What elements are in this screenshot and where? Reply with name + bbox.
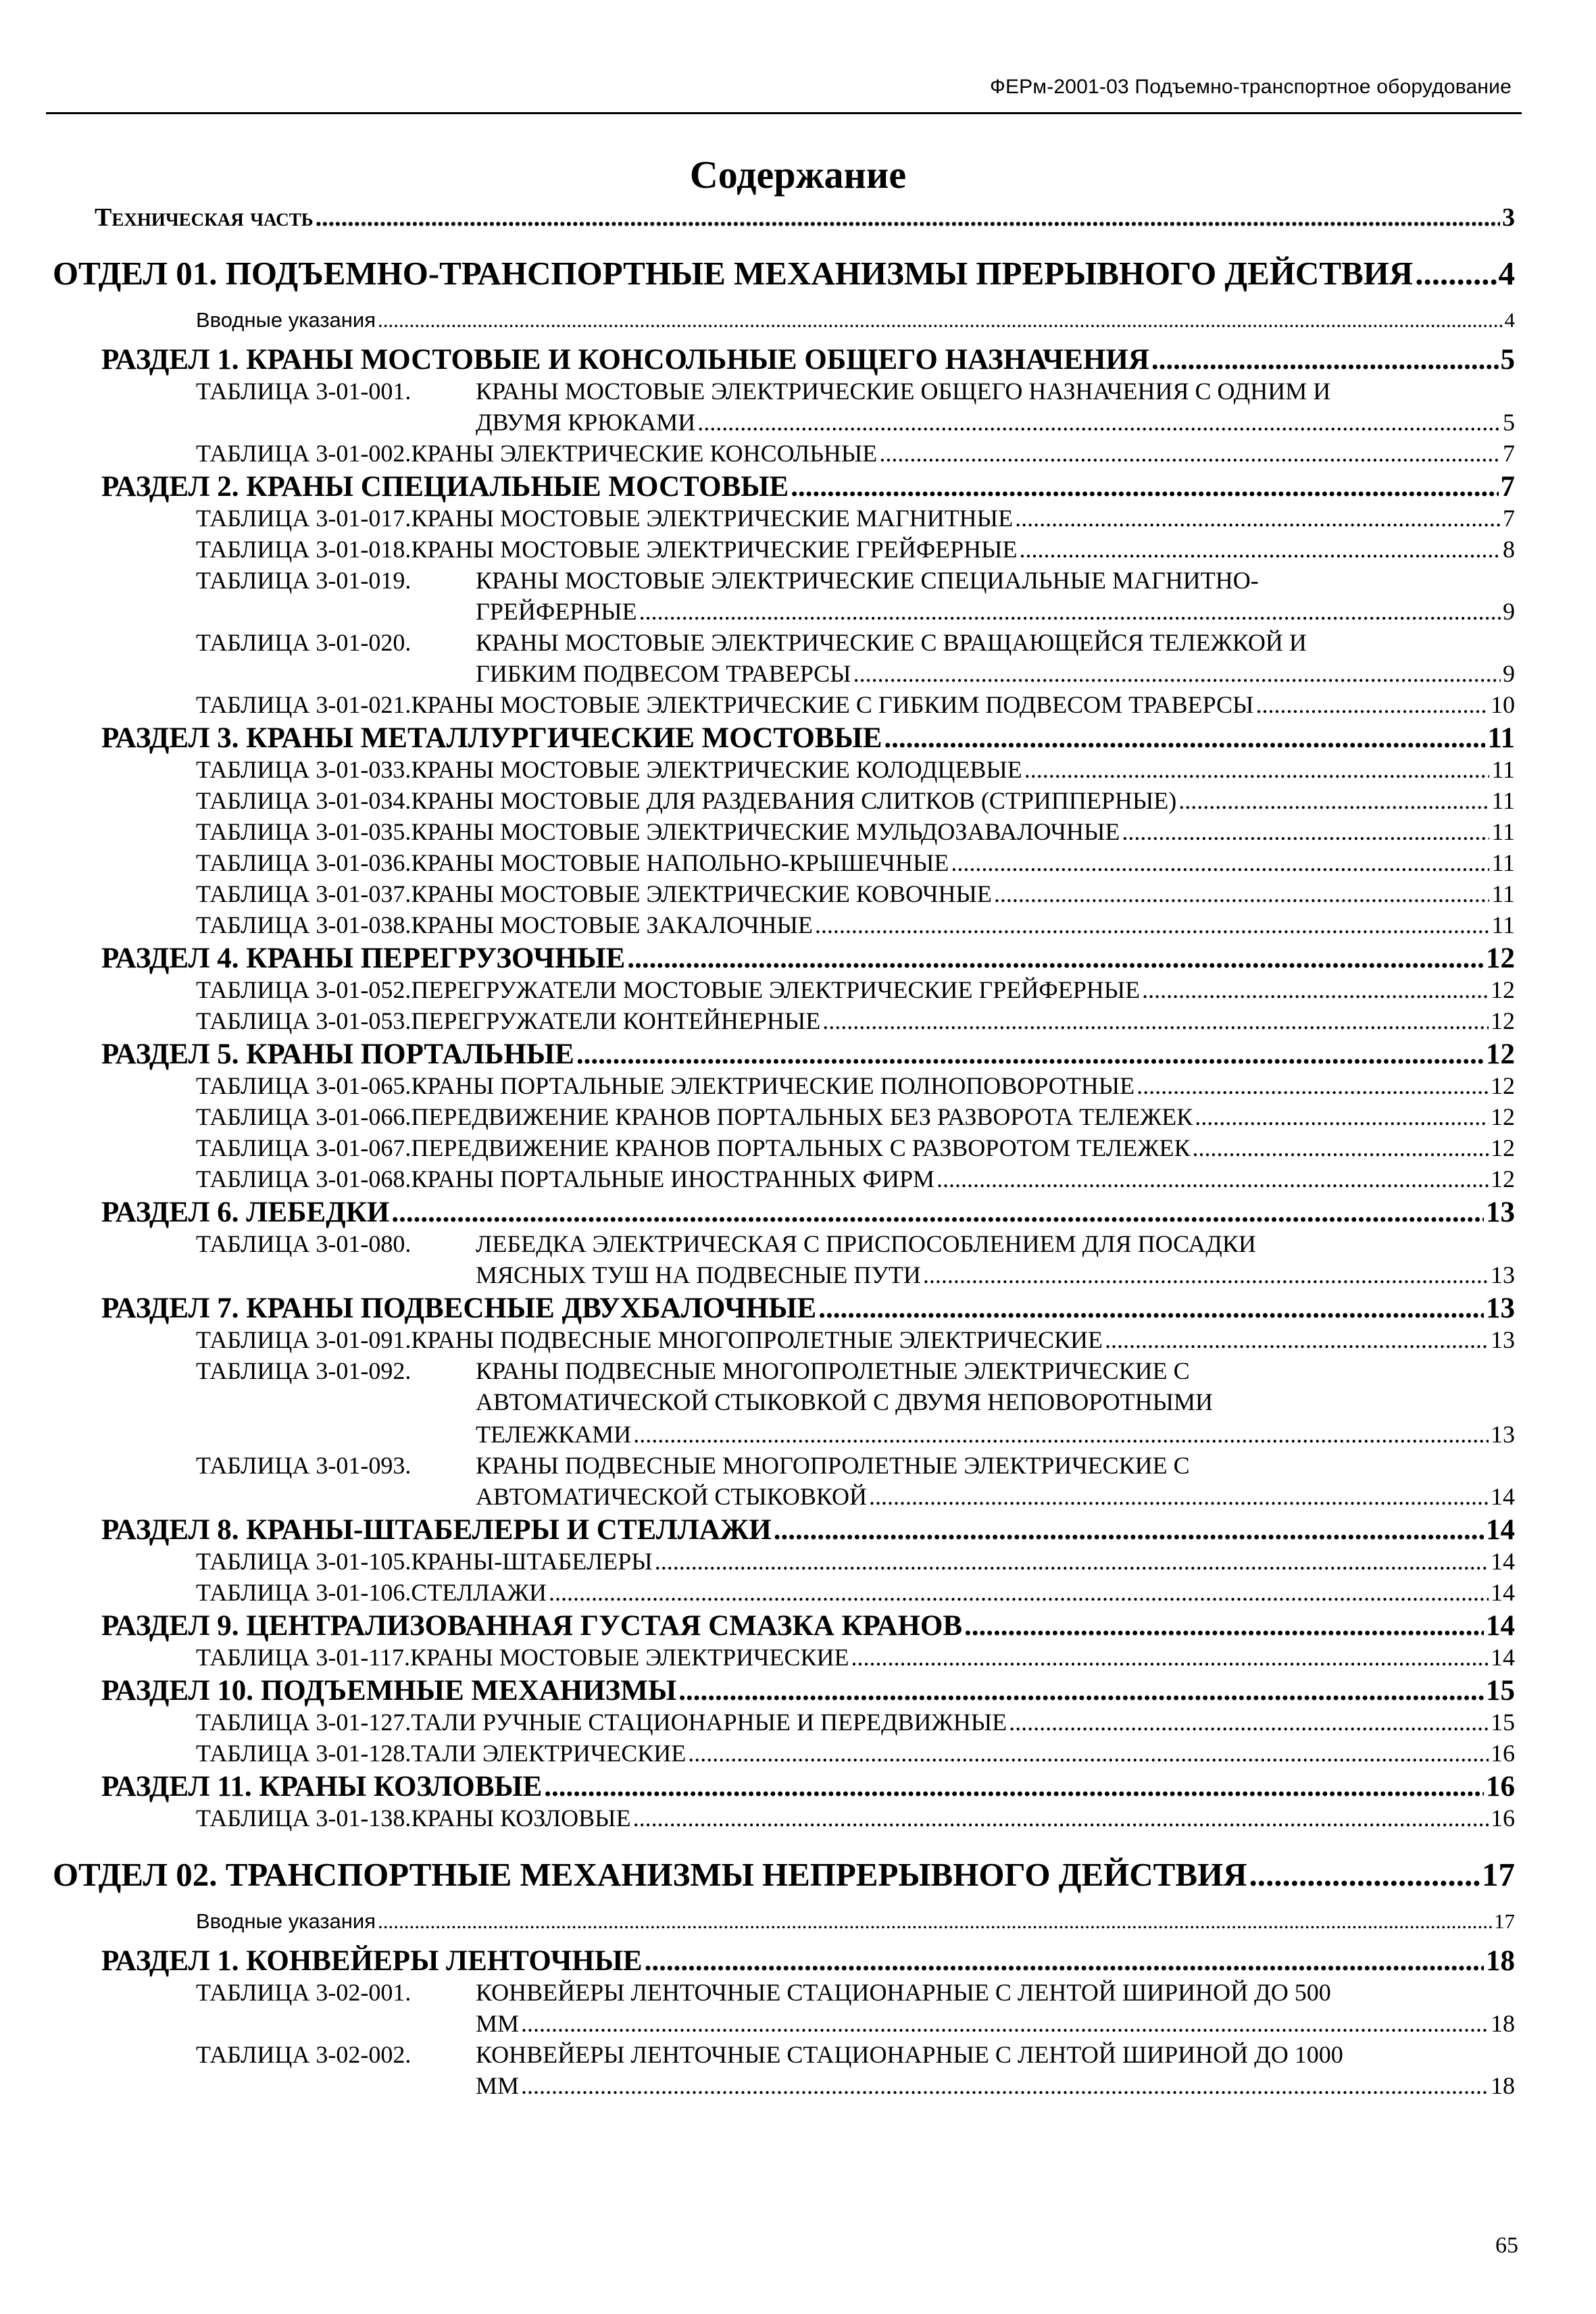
toc-intro-text: Вводные указания [196,1909,376,1933]
toc-section-page: 14 [1486,1610,1515,1642]
table-page: 7 [1503,440,1515,467]
table-title: КРАНЫ МОСТОВЫЕ ЭЛЕКТРИЧЕСКИЕ С ГИБКИМ ПОДВЕСОМ ТРАВЕРСЫ [411,691,1254,718]
table-line-last [476,597,1515,628]
table-page: 12 [1491,1134,1515,1161]
toc-table-entry[interactable] [196,849,1515,880]
table-title-continued: АВТОМАТИЧЕСКОЙ СТЫКОВКОЙ [476,1483,868,1510]
dot-leader [1024,755,1490,784]
table-page: 14 [1491,1579,1515,1606]
toc-section-page: 15 [1486,1675,1515,1707]
table-page: 14 [1491,1644,1515,1671]
toc-table-entry[interactable] [196,1578,1515,1609]
toc-section-text: РАЗДЕЛ 3. КРАНЫ МЕТАЛЛУРГИЧЕСКИЕ МОСТОВЫЕ [101,722,882,754]
table-code: ТАБЛИЦА 3-01-117. [196,1644,411,1671]
dot-leader [633,1420,1489,1449]
table-title: СТЕЛЛАЖИ [411,1579,547,1606]
table-line [196,2040,1515,2071]
toc-table-entry[interactable] [196,1072,1515,1103]
table-of-contents [47,203,1515,2103]
table-page: 10 [1491,691,1515,718]
toc-section-text: РАЗДЕЛ 6. ЛЕБЕДКИ [101,1197,390,1228]
toc-table-entry[interactable] [196,1007,1515,1038]
table-code: ТАБЛИЦА 3-01-091. [196,1326,412,1353]
table-code: ТАБЛИЦА 3-01-038. [196,911,412,938]
table-page: 7 [1503,505,1515,532]
dot-leader [1249,1855,1480,1894]
toc-section-text: РАЗДЕЛ 4. КРАНЫ ПЕРЕГРУЗОЧНЫЕ [101,942,626,974]
table-line-last [476,2009,1515,2040]
toc-table-entry[interactable] [196,690,1515,722]
table-title: КРАНЫ МОСТОВЫЕ ЭЛЕКТРИЧЕСКИЕ С ВРАЩАЮЩЕЙСЯ ТЕЛЕЖКОЙ И [476,629,1307,656]
table-line-last [476,2071,1515,2103]
toc-table-entry[interactable] [196,439,1515,470]
table-code: ТАБЛИЦА 3-01-002. [196,440,412,467]
table-page: 11 [1491,787,1515,814]
toc-table-entry[interactable] [196,1165,1515,1196]
table-title: КРАНЫ ПОРТАЛЬНЫЕ ЭЛЕКТРИЧЕСКИЕ ПОЛНОПОВОРОТНЫЕ [411,1072,1135,1099]
dot-leader [678,1674,1484,1707]
table-code: ТАБЛИЦА 3-01-138. [196,1805,412,1832]
toc-section-page: 7 [1500,471,1515,503]
toc-section[interactable] [101,1609,1515,1643]
toc-intro[interactable] [196,308,1515,343]
table-line [196,628,1515,659]
table-page: 11 [1491,911,1515,938]
toc-section-text: РАЗДЕЛ 2. КРАНЫ СПЕЦИАЛЬНЫЕ МОСТОВЫЕ [101,471,789,503]
dot-leader [1105,1326,1489,1354]
dot-leader [1009,1708,1489,1736]
toc-table-entry[interactable] [196,1134,1515,1165]
toc-table-entry[interactable] [196,818,1515,849]
dot-leader [879,439,1501,468]
toc-table-entry[interactable] [196,911,1515,942]
table-code: ТАБЛИЦА 3-01-052. [196,976,412,1003]
table-line-last [476,1420,1515,1451]
table-line-last [476,659,1515,690]
table-title: КРАНЫ КОЗЛОВЫЕ [411,1805,631,1832]
table-line-last [476,1482,1515,1513]
toc-title: Содержание [689,153,907,197]
table-title-continued: ТЕЛЕЖКАМИ [476,1421,632,1448]
dot-leader [645,1944,1484,1978]
table-code: ТАБЛИЦА 3-01-018. [196,536,412,563]
dot-leader [1142,976,1489,1004]
table-title-continued: ГИБКИМ ПОДВЕСОМ ТРАВЕРСЫ [476,660,851,687]
toc-section[interactable] [101,470,1515,504]
table-title: ПЕРЕГРУЖАТЕЛИ КОНТЕЙНЕРНЫЕ [411,1007,821,1034]
table-page: 12 [1491,976,1515,1003]
dot-leader [994,880,1489,908]
table-title-continued: АВТОМАТИЧЕСКОЙ СТЫКОВКОЙ С ДВУМЯ НЕПОВОРОТНЫМИ [476,1388,1214,1415]
table-title: КРАНЫ ПОДВЕСНЫЕ МНОГОПРОЛЕТНЫЕ ЭЛЕКТРИЧЕСКИЕ С [476,1357,1190,1384]
dot-leader [822,1007,1489,1035]
table-code: ТАБЛИЦА 3-01-036. [196,849,412,876]
table-title: КРАНЫ МОСТОВЫЕ ЭЛЕКТРИЧЕСКИЕ МУЛЬДОЗАВАЛОЧНЫЕ [411,818,1120,845]
toc-section-text: РАЗДЕЛ 8. КРАНЫ-ШТАБЕЛЕРЫ И СТЕЛЛАЖИ [101,1514,772,1546]
dot-leader [964,1609,1484,1642]
toc-department-text: ОТДЕЛ 01. ПОДЪЕМНО-ТРАНСПОРТНЫЕ МЕХАНИЗМЫ ПРЕРЫВНОГО ДЕЙСТВИЯ [53,255,1414,292]
table-page: 9 [1503,660,1515,687]
toc-section-text: РАЗДЕЛ 11. КРАНЫ КОЗЛОВЫЕ [101,1771,543,1803]
dot-leader [521,2009,1489,2038]
table-title-continued: МЯСНЫХ ТУШ НА ПОДВЕСНЫЕ ПУТИ [476,1261,921,1288]
dot-leader [815,911,1489,939]
table-page: 13 [1491,1326,1515,1353]
table-code: ТАБЛИЦА 3-01-106. [196,1579,412,1606]
toc-intro-page: 4 [1504,308,1515,332]
dot-leader [774,1513,1484,1546]
table-title: КРАНЫ МОСТОВЫЕ ЭЛЕКТРИЧЕСКИЕ [410,1644,849,1671]
table-page: 15 [1491,1709,1515,1736]
dot-leader [378,308,1502,332]
toc-table-entry[interactable] [196,1739,1515,1770]
dot-leader [923,1261,1489,1289]
dot-leader [1255,690,1489,719]
table-title: КРАНЫ ПОДВЕСНЫЕ МНОГОПРОЛЕТНЫЕ ЭЛЕКТРИЧЕСКИЕ [411,1326,1103,1353]
table-line [196,1978,1515,2009]
table-title: КРАНЫ МОСТОВЫЕ ЭЛЕКТРИЧЕСКИЕ ОБЩЕГО НАЗНАЧЕНИЯ С ОДНИМ И [476,378,1331,405]
table-code: ТАБЛИЦА 3-01-067. [196,1134,412,1161]
table-title: КРАНЫ МОСТОВЫЕ ЭЛЕКТРИЧЕСКИЕ КОВОЧНЫЕ [411,880,992,907]
table-title: ТАЛИ РУЧНЫЕ СТАЦИОНАРНЫЕ И ПЕРЕДВИЖНЫЕ [411,1709,1007,1736]
dot-leader [627,942,1484,975]
table-title: КРАНЫ ЭЛЕКТРИЧЕСКИЕ КОНСОЛЬНЫЕ [411,440,878,467]
toc-table-entry[interactable] [196,1978,1515,2040]
table-code: ТАБЛИЦА 3-01-068. [196,1165,412,1192]
toc-table-entry[interactable] [196,1643,1515,1674]
table-page: 13 [1491,1261,1515,1288]
toc-table-entry[interactable] [196,1357,1515,1451]
table-page: 11 [1491,818,1515,845]
toc-section-page: 12 [1486,1038,1515,1070]
dot-leader [818,1292,1484,1325]
dot-leader [655,1547,1489,1576]
table-code: ТАБЛИЦА 3-01-065. [196,1072,412,1099]
table-code: ТАБЛИЦА 3-01-001. [196,378,412,405]
toc-technical-part-text: Техническая часть [95,203,314,232]
toc-section-page: 12 [1486,942,1515,974]
running-header: ФЕРм-2001-03 Подъемно-транспортное оборудование [989,76,1512,98]
table-page: 5 [1503,409,1515,436]
toc-table-entry[interactable] [196,1326,1515,1357]
table-title: ТАЛИ ЭЛЕКТРИЧЕСКИЕ [411,1740,687,1767]
dot-leader [1122,818,1489,846]
table-code: ТАБЛИЦА 3-01-020. [196,629,412,656]
toc-table-entry[interactable] [196,755,1515,786]
table-title: КРАНЫ МОСТОВЫЕ ЗАКАЛОЧНЫЕ [411,911,813,938]
toc-section-page: 18 [1486,1945,1515,1977]
toc-table-entry[interactable] [196,377,1515,439]
dot-leader [869,1482,1489,1511]
table-title: КРАНЫ ПОРТАЛЬНЫЕ ИНОСТРАННЫХ ФИРМ [411,1165,935,1192]
toc-section[interactable] [101,1038,1515,1072]
dot-leader [937,1165,1489,1193]
table-line [196,1357,1515,1388]
table-title: ПЕРЕДВИЖЕНИЕ КРАНОВ ПОРТАЛЬНЫХ С РАЗВОРОТОМ ТЕЛЕЖЕК [411,1134,1191,1161]
table-code: ТАБЛИЦА 3-01-092. [196,1357,412,1384]
toc-table-entry[interactable] [196,1804,1515,1835]
table-title: КРАНЫ-ШТАБЕЛЕРЫ [411,1548,653,1575]
toc-section[interactable] [101,942,1515,976]
toc-section[interactable] [101,343,1515,377]
table-title: ПЕРЕГРУЖАТЕЛИ МОСТОВЫЕ ЭЛЕКТРИЧЕСКИЕ ГРЕЙФЕРНЫЕ [411,976,1141,1003]
table-title-continued: ММ [476,2072,520,2099]
table-code: ТАБЛИЦА 3-01-034. [196,787,412,814]
table-title: КОНВЕЙЕРЫ ЛЕНТОЧНЫЕ СТАЦИОНАРНЫЕ С ЛЕНТОЙ ШИРИНОЙ ДО 500 [476,1979,1331,2006]
dot-leader [378,1909,1492,1934]
table-code: ТАБЛИЦА 3-01-128. [196,1740,412,1767]
table-line-last [476,408,1515,439]
table-code: ТАБЛИЦА 3-01-093. [196,1452,412,1479]
toc-table-entry[interactable] [196,1547,1515,1578]
dot-leader [851,1643,1489,1671]
table-title: КРАНЫ МОСТОВЫЕ ДЛЯ РАЗДЕВАНИЯ СЛИТКОВ (СТРИППЕРНЫЕ) [411,787,1177,814]
page-number: 65 [1495,2233,1518,2258]
dot-leader [1020,535,1501,563]
toc-technical-part-page: 3 [1502,203,1515,232]
table-title: КРАНЫ ПОДВЕСНЫЕ МНОГОПРОЛЕТНЫЕ ЭЛЕКТРИЧЕСКИЕ С [476,1452,1190,1479]
dot-leader [1415,254,1496,293]
table-title: ПЕРЕДВИЖЕНИЕ КРАНОВ ПОРТАЛЬНЫХ БЕЗ РАЗВОРОТА ТЕЛЕЖЕК [411,1103,1193,1130]
dot-leader [1015,504,1501,532]
table-page: 16 [1491,1805,1515,1832]
dot-leader [639,597,1501,626]
table-line-last [476,1261,1515,1292]
table-code: ТАБЛИЦА 3-01-017. [196,505,412,532]
table-page: 16 [1491,1740,1515,1767]
dot-leader [1151,343,1499,376]
table-title: КРАНЫ МОСТОВЫЕ ЭЛЕКТРИЧЕСКИЕ СПЕЦИАЛЬНЫЕ МАГНИТНО- [476,567,1259,594]
toc-section-text: РАЗДЕЛ 10. ПОДЪЕМНЫЕ МЕХАНИЗМЫ [101,1675,677,1707]
table-page: 9 [1503,598,1515,625]
dot-leader [521,2071,1489,2100]
table-title: КРАНЫ МОСТОВЫЕ ЭЛЕКТРИЧЕСКИЕ ГРЕЙФЕРНЫЕ [411,536,1018,563]
table-page: 14 [1491,1548,1515,1575]
table-code: ТАБЛИЦА 3-01-066. [196,1103,412,1130]
toc-department-page: 4 [1498,255,1515,292]
toc-table-entry[interactable] [196,786,1515,818]
table-code: ТАБЛИЦА 3-01-021. [196,691,412,718]
dot-leader [1192,1134,1489,1162]
toc-table-entry[interactable] [196,1103,1515,1134]
toc-department-page: 17 [1482,1856,1515,1893]
dot-leader [391,1196,1484,1229]
dot-leader [688,1739,1489,1767]
table-line [196,377,1515,408]
dot-leader [633,1804,1489,1832]
dot-leader [1195,1103,1489,1131]
table-line [196,1230,1515,1261]
table-code: ТАБЛИЦА 3-01-053. [196,1007,412,1034]
table-page: 13 [1491,1421,1515,1448]
toc-intro-page: 17 [1494,1909,1515,1933]
table-page: 11 [1491,849,1515,876]
toc-table-entry[interactable] [196,880,1515,911]
table-title: КРАНЫ МОСТОВЫЕ НАПОЛЬНО-КРЫШЕЧНЫЕ [411,849,949,876]
toc-table-entry[interactable] [196,1230,1515,1292]
table-code: ТАБЛИЦА 3-01-033. [196,756,412,783]
toc-table-entry[interactable] [196,535,1515,566]
table-title: КОНВЕЙЕРЫ ЛЕНТОЧНЫЕ СТАЦИОНАРНЫЕ С ЛЕНТОЙ ШИРИНОЙ ДО 1000 [476,2041,1343,2068]
table-code: ТАБЛИЦА 3-01-127. [196,1709,412,1736]
toc-section-page: 14 [1486,1514,1515,1546]
toc-table-entry[interactable] [196,566,1515,628]
toc-table-entry[interactable] [196,976,1515,1007]
dot-leader [549,1578,1489,1607]
table-code: ТАБЛИЦА 3-01-037. [196,880,412,907]
table-title: КРАНЫ МОСТОВЫЕ ЭЛЕКТРИЧЕСКИЕ МАГНИТНЫЕ [411,505,1014,532]
dot-leader [951,849,1489,877]
table-code: ТАБЛИЦА 3-01-105. [196,1548,412,1575]
toc-section-page: 5 [1500,344,1515,376]
toc-table-entry[interactable] [196,1708,1515,1739]
table-title: ЛЕБЕДКА ЭЛЕКТРИЧЕСКАЯ С ПРИСПОСОБЛЕНИЕМ ДЛЯ ПОСАДКИ [476,1230,1256,1257]
table-title-continued: ММ [476,2010,520,2037]
dot-leader [791,470,1498,503]
toc-intro[interactable] [196,1909,1515,1944]
table-title: КРАНЫ МОСТОВЫЕ ЭЛЕКТРИЧЕСКИЕ КОЛОДЦЕВЫЕ [411,756,1022,783]
dot-leader [544,1770,1484,1803]
toc-section-text: РАЗДЕЛ 1. КРАНЫ МОСТОВЫЕ И КОНСОЛЬНЫЕ ОБЩЕГО НАЗНАЧЕНИЯ [101,344,1149,376]
toc-section[interactable] [101,1196,1515,1230]
header-rule [46,112,1522,114]
toc-department[interactable] [53,1855,1515,1898]
table-page: 12 [1491,1165,1515,1192]
toc-section[interactable] [101,722,1515,755]
toc-section[interactable] [101,1770,1515,1804]
toc-table-entry[interactable] [196,628,1515,690]
dot-leader [697,408,1501,436]
toc-section-text: РАЗДЕЛ 9. ЦЕНТРАЛИЗОВАННАЯ ГУСТАЯ СМАЗКА КРАНОВ [101,1610,963,1642]
toc-section-text: РАЗДЕЛ 1. КОНВЕЙЕРЫ ЛЕНТОЧНЫЕ [101,1945,643,1977]
table-line [196,1451,1515,1482]
toc-table-entry[interactable] [196,504,1515,535]
table-page: 11 [1491,880,1515,907]
toc-intro-text: Вводные указания [196,308,376,332]
dot-leader [576,1038,1484,1071]
toc-section-text: РАЗДЕЛ 5. КРАНЫ ПОРТАЛЬНЫЕ [101,1038,574,1070]
table-code: ТАБЛИЦА 3-01-035. [196,818,412,845]
table-code: ТАБЛИЦА 3-02-001. [196,1979,412,2006]
toc-technical-part[interactable] [95,203,1515,236]
table-page: 12 [1491,1072,1515,1099]
toc-section-page: 13 [1486,1292,1515,1324]
table-page: 18 [1491,2010,1515,2037]
toc-section-page: 11 [1487,722,1515,754]
toc-section-page: 16 [1486,1771,1515,1803]
dot-leader [1137,1072,1489,1100]
dot-leader [884,722,1485,755]
toc-table-entry[interactable] [196,1451,1515,1513]
table-page: 18 [1491,2072,1515,2099]
toc-section-text: РАЗДЕЛ 7. КРАНЫ ПОДВЕСНЫЕ ДВУХБАЛОЧНЫЕ [101,1292,817,1324]
table-page: 12 [1491,1007,1515,1034]
toc-department-text: ОТДЕЛ 02. ТРАНСПОРТНЫЕ МЕХАНИЗМЫ НЕПРЕРЫВНОГО ДЕЙСТВИЯ [53,1856,1247,1893]
toc-section[interactable] [101,1513,1515,1547]
table-title-continued: ГРЕЙФЕРНЫЕ [476,598,637,625]
dot-leader [1178,786,1489,815]
table-code: ТАБЛИЦА 3-02-002. [196,2041,412,2068]
table-page: 8 [1503,536,1515,563]
table-page: 14 [1491,1483,1515,1510]
toc-section[interactable] [101,1674,1515,1708]
toc-section[interactable] [101,1292,1515,1326]
dot-leader [316,203,1500,232]
table-code: ТАБЛИЦА 3-01-080. [196,1230,412,1257]
table-page: 11 [1491,756,1515,783]
table-title-continued: ДВУМЯ КРЮКАМИ [476,409,696,436]
dot-leader [853,659,1501,688]
toc-department[interactable] [53,254,1515,297]
toc-section[interactable] [101,1944,1515,1978]
table-line [196,566,1515,597]
toc-table-entry[interactable] [196,2040,1515,2103]
table-code: ТАБЛИЦА 3-01-019. [196,567,412,594]
toc-section-page: 13 [1486,1197,1515,1228]
table-page: 12 [1491,1103,1515,1130]
